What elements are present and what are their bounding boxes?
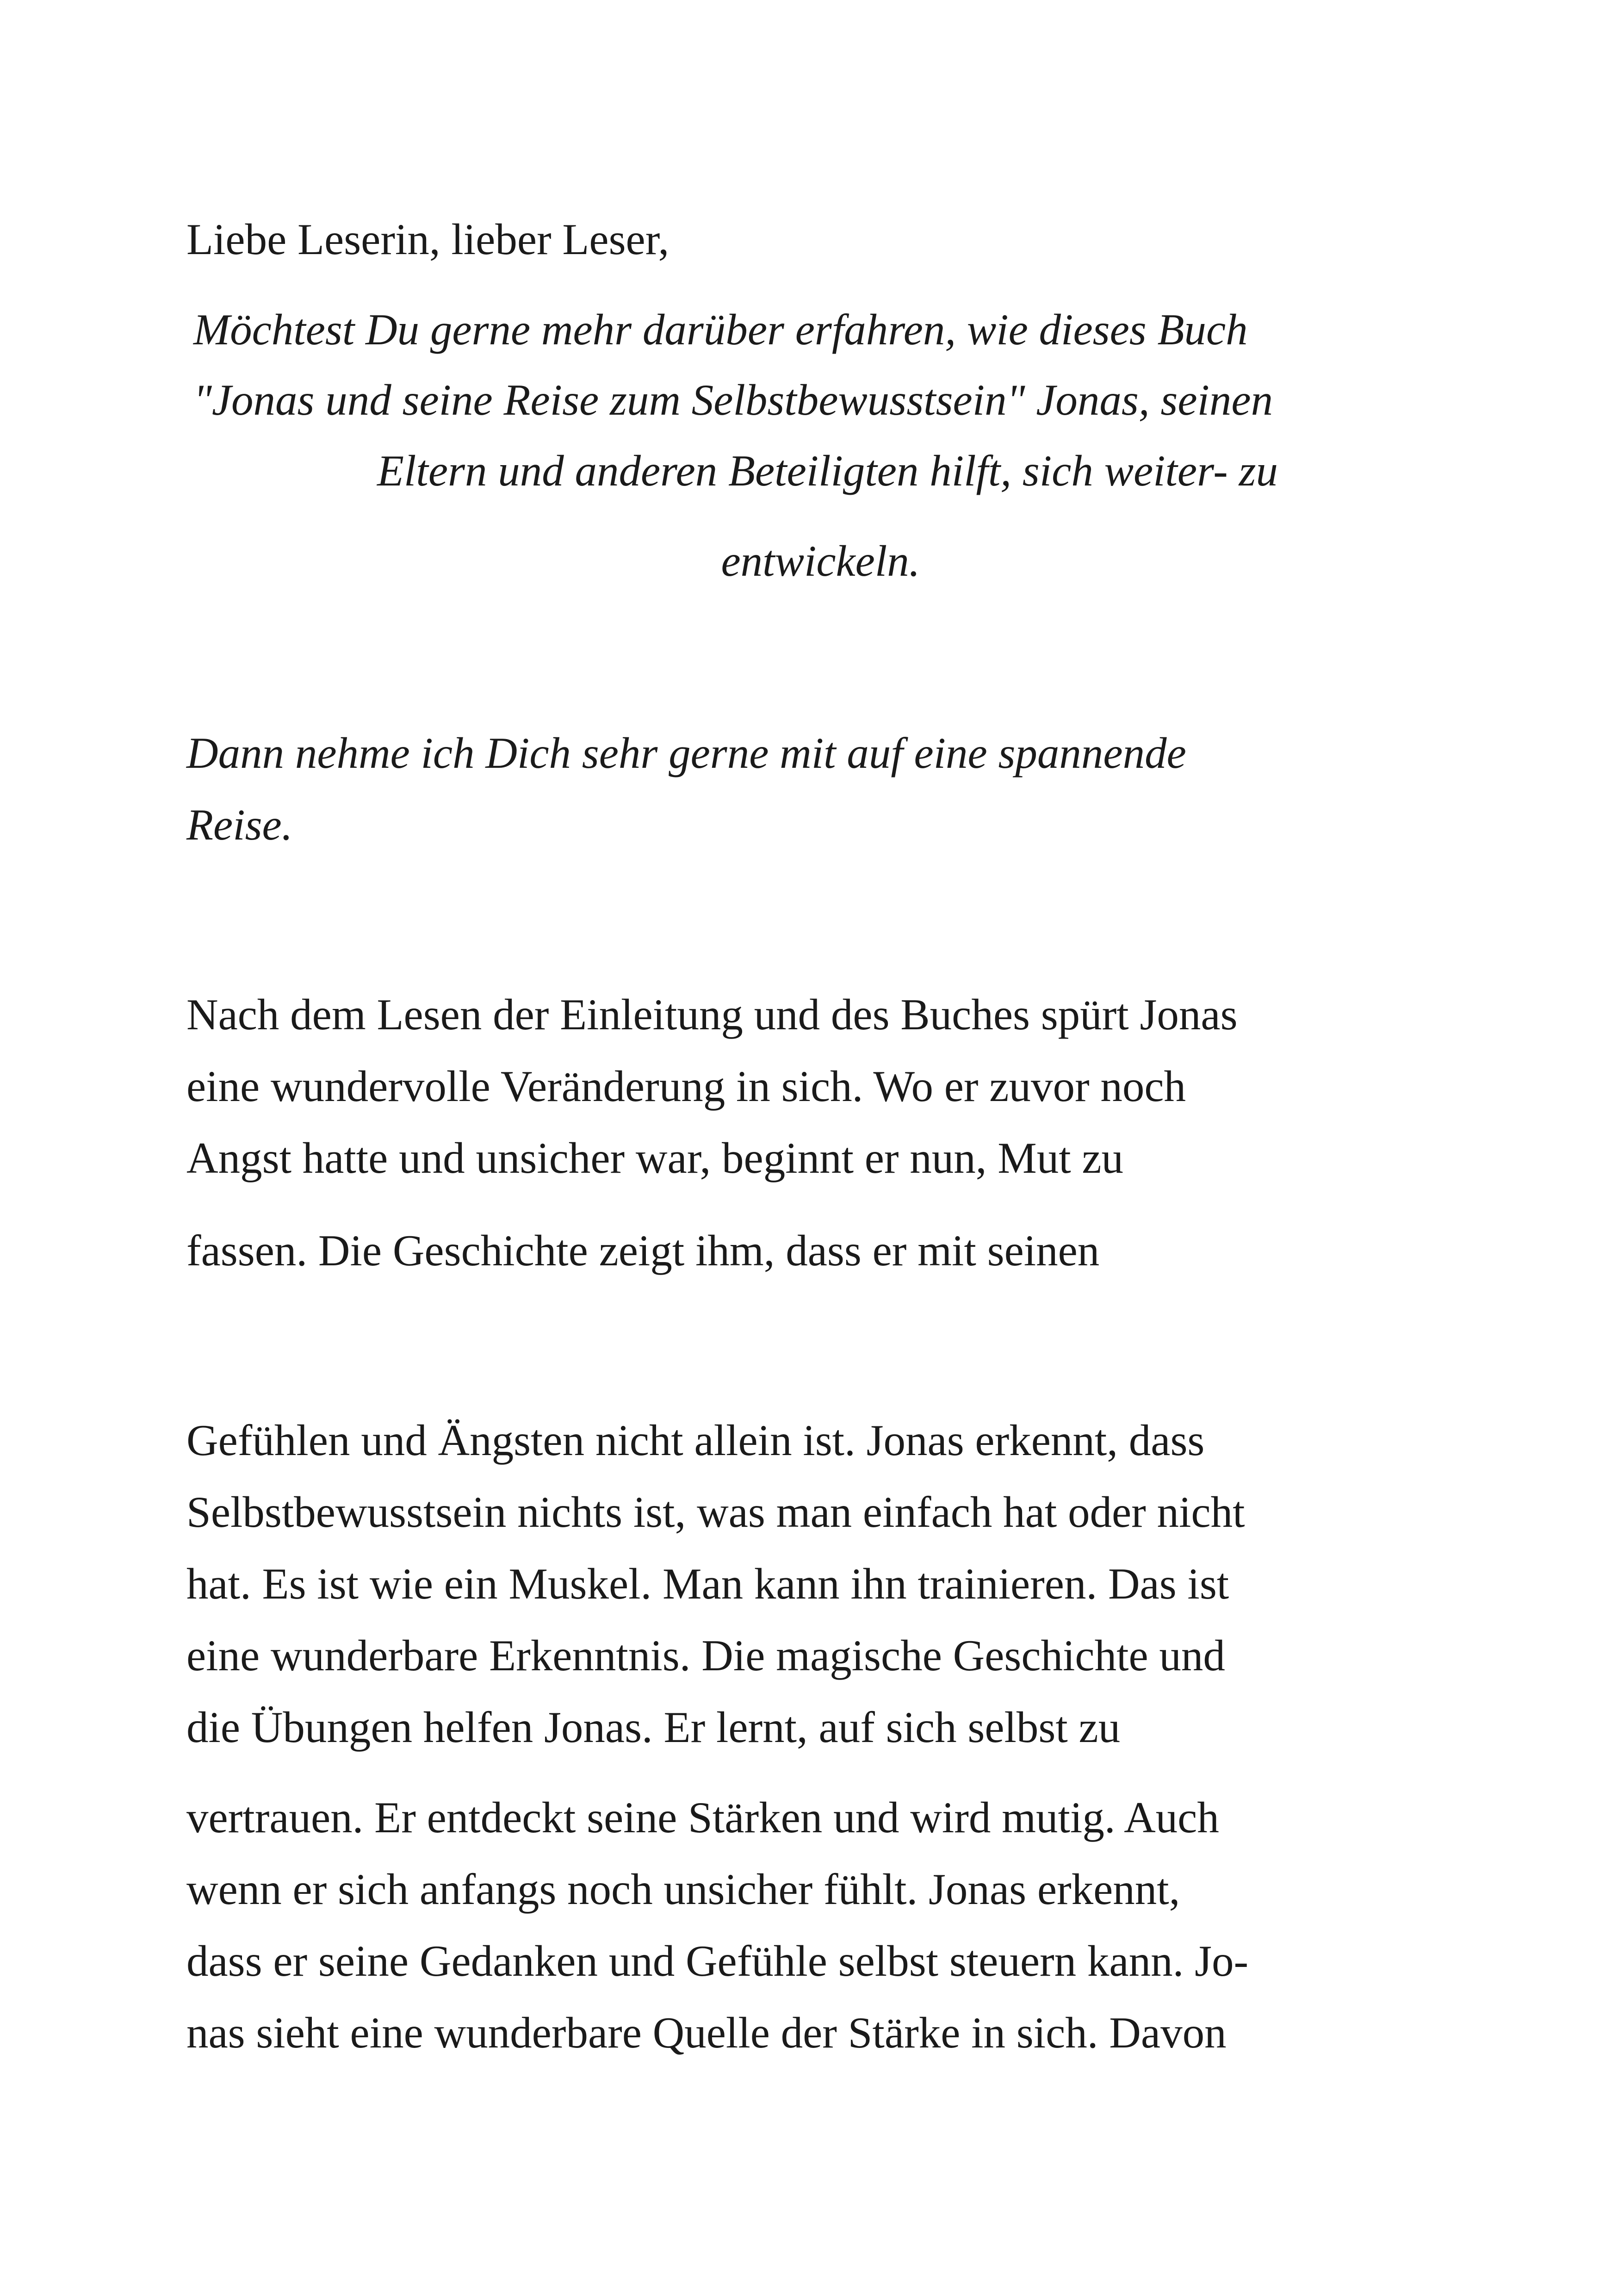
paragraph2-line-9: nas sieht eine wunderbare Quelle der Stärke in sich. Davon: [186, 2008, 1227, 2057]
intro-line-2: "Jonas und seine Reise zum Selbstbewusstsein" Jonas, seinen: [193, 375, 1273, 424]
paragraph1-line-3: Angst hatte und unsicher war, beginnt er nun, Mut zu: [186, 1133, 1124, 1182]
intro-line-4: entwickeln.: [721, 536, 920, 585]
paragraph1-line-4: fassen. Die Geschichte zeigt ihm, dass er mit seinen: [186, 1226, 1100, 1275]
intro-line-3: Eltern und anderen Beteiligten hilft, sich weiter- zu: [377, 446, 1278, 495]
paragraph2-line-1: Gefühlen und Ängsten nicht allein ist. Jonas erkennt, dass: [186, 1416, 1205, 1465]
invite-line-2: Reise.: [186, 800, 293, 849]
paragraph1-line-2: eine wundervolle Veränderung in sich. Wo er zuvor noch: [186, 1062, 1186, 1111]
paragraph2-line-2: Selbstbewusstsein nichts ist, was man einfach hat oder nicht: [186, 1487, 1245, 1537]
salutation: Liebe Leserin, lieber Leser,: [186, 215, 670, 264]
intro-line-1: Möchtest Du gerne mehr darüber erfahren, wie dieses Buch: [193, 305, 1248, 354]
paragraph2-line-3: hat. Es ist wie ein Muskel. Man kann ihn trainieren. Das ist: [186, 1559, 1229, 1608]
paragraph2-line-8: dass er seine Gedanken und Gefühle selbst steuern kann. Jo-: [186, 1936, 1249, 1985]
paragraph2-line-4: eine wunderbare Erkenntnis. Die magische Geschichte und: [186, 1631, 1225, 1680]
paragraph2-line-7: wenn er sich anfangs noch unsicher fühlt. Jonas erkennt,: [186, 1865, 1180, 1914]
invite-line-1: Dann nehme ich Dich sehr gerne mit auf eine spannende: [186, 728, 1186, 778]
paragraph2-line-6: vertrauen. Er entdeckt seine Stärken und wird mutig. Auch: [186, 1793, 1219, 1842]
paragraph1-line-1: Nach dem Lesen der Einleitung und des Buches spürt Jonas: [186, 990, 1238, 1039]
paragraph2-line-5: die Übungen helfen Jonas. Er lernt, auf sich selbst zu: [186, 1703, 1121, 1752]
